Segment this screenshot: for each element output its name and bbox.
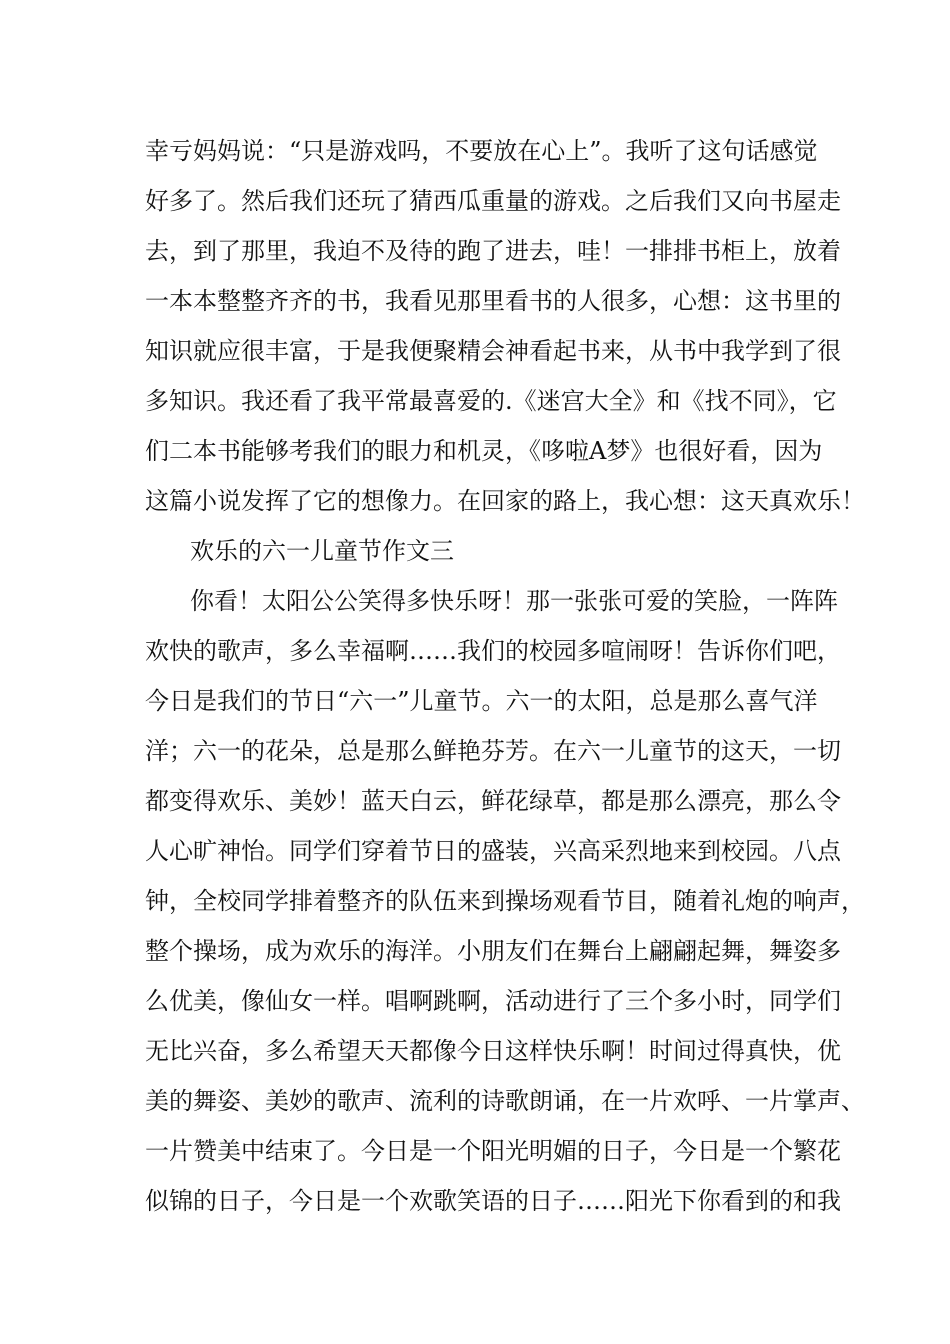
text-line: 今日是我们的节日“六一”儿童节。六一的太阳，总是那么喜气洋 [145,687,818,715]
text-line: 钟，全校同学排着整齐的队伍来到操场观看节目，随着礼炮的响声， [145,887,865,915]
text-line: 好多了。然后我们还玩了猜西瓜重量的游戏。之后我们又向书屋走 [145,187,841,215]
text-line: 一本本整整齐齐的书，我看见那里看书的人很多，心想：这书里的 [145,287,841,315]
text-line: 多知识。我还看了我平常最喜爱的.《迷宫大全》和《找不同》，它 [145,387,837,415]
text-line: 无比兴奋，多么希望天天都像今日这样快乐啊！时间过得真快，优 [145,1037,841,1065]
text-line: 都变得欢乐、美妙！蓝天白云，鲜花绿草，都是那么漂亮，那么令 [145,787,841,815]
text-line: 美的舞姿、美妙的歌声、流利的诗歌朗诵，在一片欢呼、一片掌声、 [145,1087,865,1115]
text-line: 整个操场，成为欢乐的海洋。小朋友们在舞台上翩翩起舞，舞姿多 [145,937,841,965]
section-heading: 欢乐的六一儿童节作文三 [190,537,454,565]
text-line: 人心旷神怡。同学们穿着节日的盛装，兴高采烈地来到校园。八点 [145,837,841,865]
text-line: 知识就应很丰富，于是我便聚精会神看起书来，从书中我学到了很 [145,337,841,365]
text-line: 洋；六一的花朵，总是那么鲜艳芬芳。在六一儿童节的这天，一切 [145,737,841,765]
text-line: 一片赞美中结束了。今日是一个阳光明媚的日子，今日是一个繁花 [145,1137,841,1165]
text-line: 去，到了那里，我迫不及待的跑了进去，哇！一排排书柜上，放着 [145,237,841,265]
text-line: 你看！太阳公公笑得多快乐呀！那一张张可爱的笑脸，一阵阵 [190,587,838,615]
text-line: 幸亏妈妈说：“只是游戏吗，不要放在心上”。我听了这句话感觉 [145,137,818,165]
text-line: 么优美，像仙女一样。唱啊跳啊，活动进行了三个多小时，同学们 [145,987,841,1015]
text-line: 似锦的日子，今日是一个欢歌笑语的日子……阳光下你看到的和我 [145,1187,841,1215]
text-line: 这篇小说发挥了它的想像力。在回家的路上，我心想：这天真欢乐！ [145,487,865,515]
text-line: 们二本书能够考我们的眼力和机灵，《哆啦A梦》也很好看，因为 [145,437,823,465]
text-line: 欢快的歌声，多么幸福啊……我们的校园多喧闹呀！告诉你们吧， [145,637,841,665]
